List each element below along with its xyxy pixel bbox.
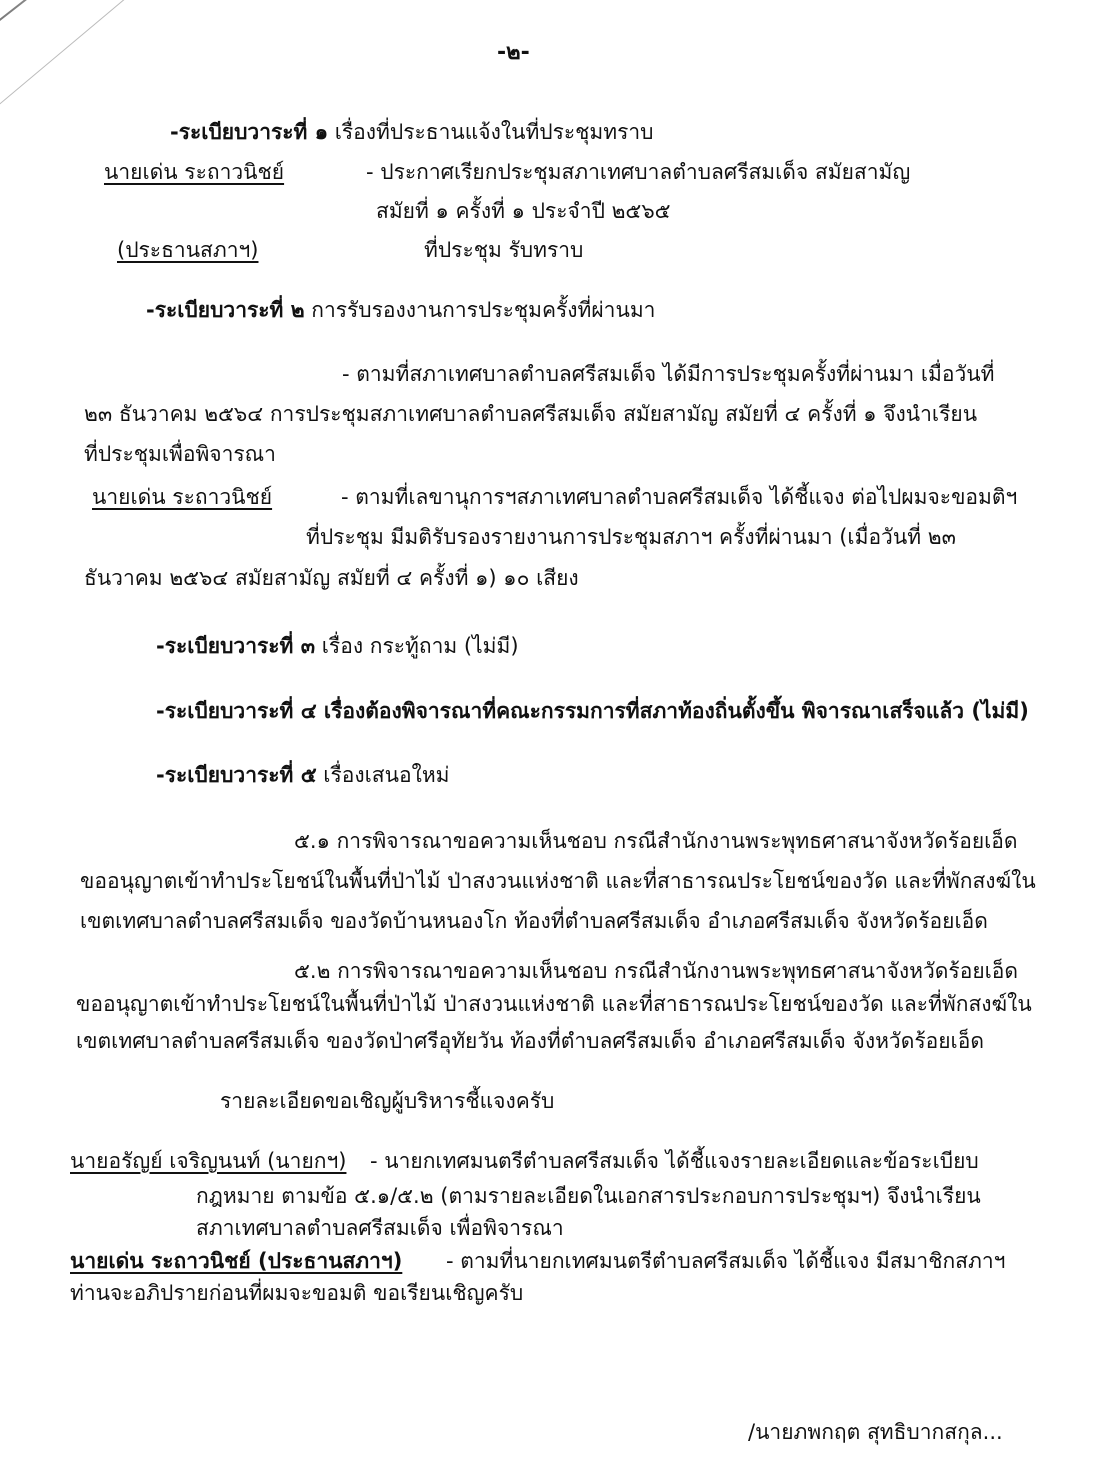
agenda5-item2-line3: เขตเทศบาลตำบลศรีสมเด็จ ของวัดป่าศรีอุทัยวัน ท้องที่ตำบลศรีสมเด็จ อำเภอศรีสมเด็จ จังหวัดร้อยเอ็ด [76, 1029, 984, 1053]
agenda2-heading-title: การรับรองงานการประชุมครั้งที่ผ่านมา [304, 298, 656, 322]
mayor-line1: - นายกเทศมนตรีตำบลศรีสมเด็จ ได้ชี้แจงรายละเอียดและข้อระเบียบ [370, 1149, 979, 1173]
agenda2-heading-label: -ระเบียบวาระที่ ๒ [146, 298, 305, 322]
agenda4-heading-label: -ระเบียบวาระที่ ๔ [156, 699, 317, 723]
mayor-line3: สภาเทศบาลตำบลศรีสมเด็จ เพื่อพิจารณา [196, 1216, 564, 1240]
agenda2-para2-line1: - ตามที่เลขานุการฯสภาเทศบาลตำบลศรีสมเด็จ ได้ชี้แจง ต่อไปผมจะขอมติฯ [341, 485, 1018, 509]
page-fold-mark [0, 0, 165, 52]
page-fold-mark-secondary [0, 0, 134, 121]
agenda3-heading-title: เรื่อง กระทู้ถาม (ไม่มี) [315, 634, 519, 658]
agenda5-heading-title: เรื่องเสนอใหม่ [316, 763, 450, 787]
agenda1-text-line1: - ประกาศเรียกประชุมสภาเทศบาลตำบลศรีสมเด็จ สมัยสามัญ [366, 160, 911, 184]
chair-line1: - ตามที่นายกเทศมนตรีตำบลศรีสมเด็จ ได้ชี้แจง มีสมาชิกสภาฯ [446, 1249, 1006, 1273]
agenda1-text-line2: สมัยที่ ๑ ครั้งที่ ๑ ประจำปี ๒๕๖๕ [376, 199, 671, 223]
agenda5-item2-line1: ๕.๒ การพิจารณาขอความเห็นชอบ กรณีสำนักงานพระพุทธศาสนาจังหวัดร้อยเอ็ด [294, 959, 1019, 983]
agenda2-para2-line2: ที่ประชุม มีมติรับรองรายงานการประชุมสภาฯ ครั้งที่ผ่านมา (เมื่อวันที่ ๒๓ [306, 525, 956, 549]
agenda1-heading [170, 122, 654, 143]
agenda2-para1-line1: - ตามที่สภาเทศบาลตำบลศรีสมเด็จ ได้มีการประชุมครั้งที่ผ่านมา เมื่อวันที่ [342, 362, 995, 386]
agenda1-heading-title: เรื่องที่ประธานแจ้งในที่ประชุมทราบ [328, 120, 654, 144]
agenda2-heading [146, 300, 655, 321]
agenda3-heading-label: -ระเบียบวาระที่ ๓ [156, 634, 316, 658]
agenda2-speaker: นายเด่น ระถาวนิชย์ [92, 485, 273, 509]
agenda1-heading-label: -ระเบียบวาระที่ ๑ [170, 120, 329, 144]
agenda5-heading-label: -ระเบียบวาระที่ ๕ [156, 763, 317, 787]
agenda4-heading-title: เรื่องต้องพิจารณาที่คณะกรรมการที่สภาท้องถิ่นตั้งขึ้น พิจารณาเสร็จแล้ว (ไม่มี) [316, 699, 1029, 723]
mayor-line2: กฎหมาย ตามข้อ ๕.๑/๕.๒ (ตามรายละเอียดในเอกสารประกอบการประชุมฯ) จึงนำเรียน [196, 1184, 981, 1208]
chair-speaker: นายเด่น ระถาวนิชย์ (ประธานสภาฯ) [70, 1249, 403, 1273]
agenda1-resolution: ที่ประชุม รับทราบ [424, 238, 584, 262]
agenda4-heading [156, 701, 1029, 722]
agenda5-item1-line2: ขออนุญาตเข้าทำประโยชน์ในพื้นที่ป่าไม้ ป่าสงวนแห่งชาติ และที่สาธารณประโยชน์ของวัด และที่พักสงฆ์ใน [80, 869, 1036, 893]
continuation-note: /นายภพกฤต สุทธิบากสกุล... [748, 1420, 1003, 1444]
agenda5-item1-line3: เขตเทศบาลตำบลศรีสมเด็จ ของวัดบ้านหนองโก ท้องที่ตำบลศรีสมเด็จ อำเภอศรีสมเด็จ จังหวัดร้อยเอ็ด [80, 909, 988, 933]
agenda2-para1-line2: ๒๓ ธันวาคม ๒๕๖๔ การประชุมสภาเทศบาลตำบลศรีสมเด็จ สมัยสามัญ สมัยที่ ๔ ครั้งที่ ๑ จึงนำเรียน [84, 402, 978, 426]
agenda5-invite: รายละเอียดขอเชิญผู้บริหารชี้แจงครับ [220, 1089, 555, 1113]
agenda2-para1-line3: ที่ประชุมเพื่อพิจารณา [84, 442, 276, 466]
mayor-speaker: นายอรัญย์ เจริญนนท์ (นายกฯ) [70, 1149, 347, 1173]
page-number: -๒- [497, 40, 530, 65]
agenda3-heading [156, 636, 519, 657]
agenda5-item1-line1: ๕.๑ การพิจารณาขอความเห็นชอบ กรณีสำนักงานพระพุทธศาสนาจังหวัดร้อยเอ็ด [294, 829, 1018, 853]
agenda1-role: (ประธานสภาฯ) [117, 238, 259, 262]
agenda5-heading [156, 765, 450, 786]
agenda2-para2-line3: ธันวาคม ๒๕๖๔ สมัยสามัญ สมัยที่ ๔ ครั้งที่ ๑) ๑๐ เสียง [84, 566, 579, 590]
agenda1-speaker: นายเด่น ระถาวนิชย์ [104, 160, 285, 184]
chair-line2: ท่านจะอภิปรายก่อนที่ผมจะขอมติ ขอเรียนเชิญครับ [70, 1281, 524, 1305]
agenda5-item2-line2: ขออนุญาตเข้าทำประโยชน์ในพื้นที่ป่าไม้ ป่าสงวนแห่งชาติ และที่สาธารณประโยชน์ของวัด และที่พักสงฆ์ใน [76, 992, 1032, 1016]
